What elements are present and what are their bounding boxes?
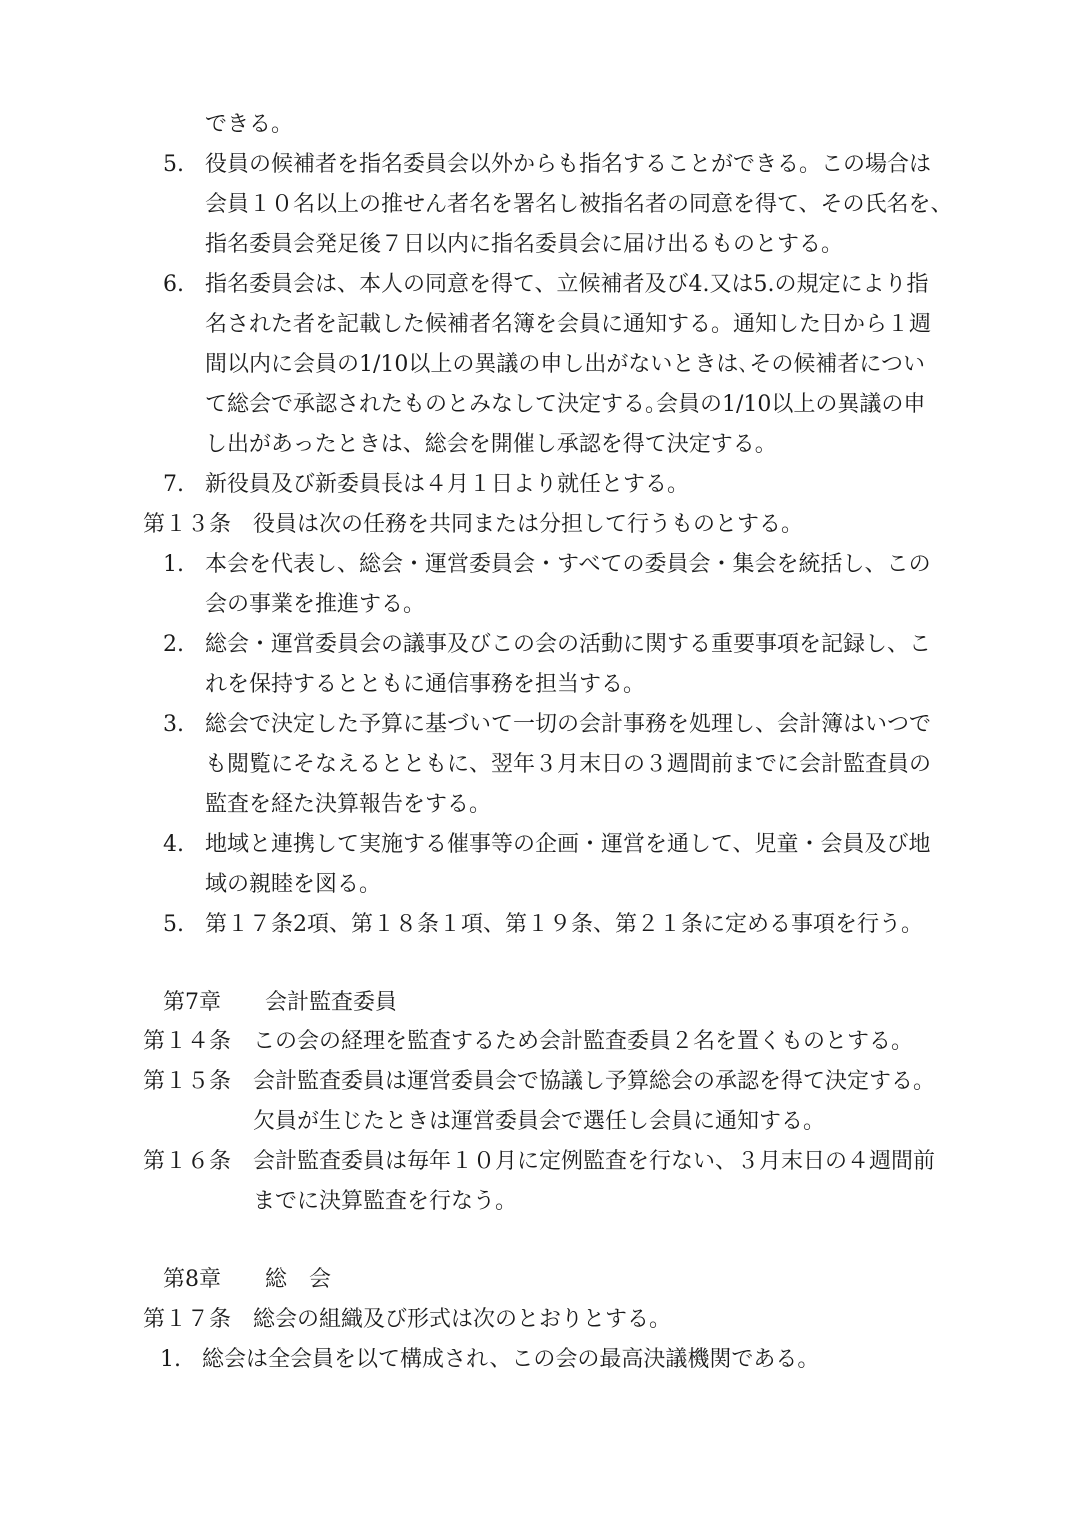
text-line: し出があったときは、総会を開催し承認を得て決定する。 bbox=[205, 432, 777, 457]
item-number: 5. bbox=[163, 912, 184, 937]
text-line: 総会で決定した予算に基づいて一切の会計事務を処理し、会計簿はいつで bbox=[205, 712, 932, 737]
text-line: て総会で承認されたものとみなして決定する｡会員の1/10以上の異議の申 bbox=[205, 392, 926, 417]
item-number: 4. bbox=[163, 832, 184, 857]
text-line: できる。 bbox=[205, 112, 294, 137]
text-line: 第１７条2項、第１８条１項、第１９条、第２１条に定める事項を行う。 bbox=[205, 912, 923, 937]
item-number: 3. bbox=[163, 712, 184, 737]
article-heading: 第１６条 会計監査委員は毎年１０月に定例監査を行ない、３月末日の４週間前 bbox=[143, 1149, 936, 1174]
text-line: 名された者を記載した候補者名簿を会員に通知する。通知した日から１週 bbox=[205, 312, 932, 337]
article-heading: 第１７条 総会の組織及び形式は次のとおりとする。 bbox=[143, 1307, 672, 1332]
text-line: 役員の候補者を指名委員会以外からも指名することができる。この場合は bbox=[205, 152, 932, 177]
article-heading: 第１５条 会計監査委員は運営委員会で協議し予算総会の承認を得て決定する。 bbox=[143, 1069, 936, 1094]
item-number: 7. bbox=[163, 472, 184, 497]
item-number: 1. bbox=[160, 1347, 181, 1372]
text-line: 本会を代表し、総会・運営委員会・すべての委員会・集会を統括し、この bbox=[205, 552, 931, 577]
item-number: 1. bbox=[163, 552, 184, 577]
text-line: 欠員が生じたときは運営委員会で選任し会員に通知する。 bbox=[253, 1109, 826, 1134]
text-line: 域の親睦を図る。 bbox=[205, 872, 382, 897]
chapter-heading: 第8章 総 会 bbox=[163, 1267, 331, 1292]
text-line: れを保持するとともに通信事務を担当する。 bbox=[205, 672, 646, 697]
article-heading: 第１３条 役員は次の任務を共同または分担して行うものとする。 bbox=[143, 512, 804, 537]
text-line: 会の事業を推進する。 bbox=[205, 592, 426, 617]
text-line: 新役員及び新委員長は４月１日より就任とする。 bbox=[205, 472, 690, 497]
text-line: までに決算監査を行なう。 bbox=[253, 1189, 518, 1214]
text-line: 会員１０名以上の推せん者名を署名し被指名者の同意を得て、その氏名を、 bbox=[205, 192, 953, 217]
text-line: 地域と連携して実施する催事等の企画・運営を通して、児童・会員及び地 bbox=[205, 832, 931, 857]
item-number: 5. bbox=[163, 152, 184, 177]
item-number: 2. bbox=[163, 632, 184, 657]
text-line: も閲覧にそなえるとともに、翌年３月末日の３週間前までに会計監査員の bbox=[205, 752, 932, 777]
text-line: 総会は全会員を以て構成され、この会の最高決議機関である。 bbox=[202, 1347, 820, 1372]
text-line: 指名委員会は、本人の同意を得て、立候補者及び4.又は5.の規定により指 bbox=[205, 272, 929, 297]
text-line: 間以内に会員の1/10以上の異議の申し出がないときは､その候補者につい bbox=[205, 352, 925, 377]
article-heading: 第１４条 この会の経理を監査するため会計監査委員２名を置くものとする。 bbox=[143, 1029, 914, 1054]
chapter-heading: 第7章 会計監査委員 bbox=[163, 990, 397, 1015]
text-line: 監査を経た決算報告をする。 bbox=[205, 792, 492, 817]
text-line: 総会・運営委員会の議事及びこの会の活動に関する重要事項を記録し、こ bbox=[205, 632, 932, 657]
text-line: 指名委員会発足後７日以内に指名委員会に届け出るものとする。 bbox=[205, 232, 844, 257]
item-number: 6. bbox=[163, 272, 184, 297]
